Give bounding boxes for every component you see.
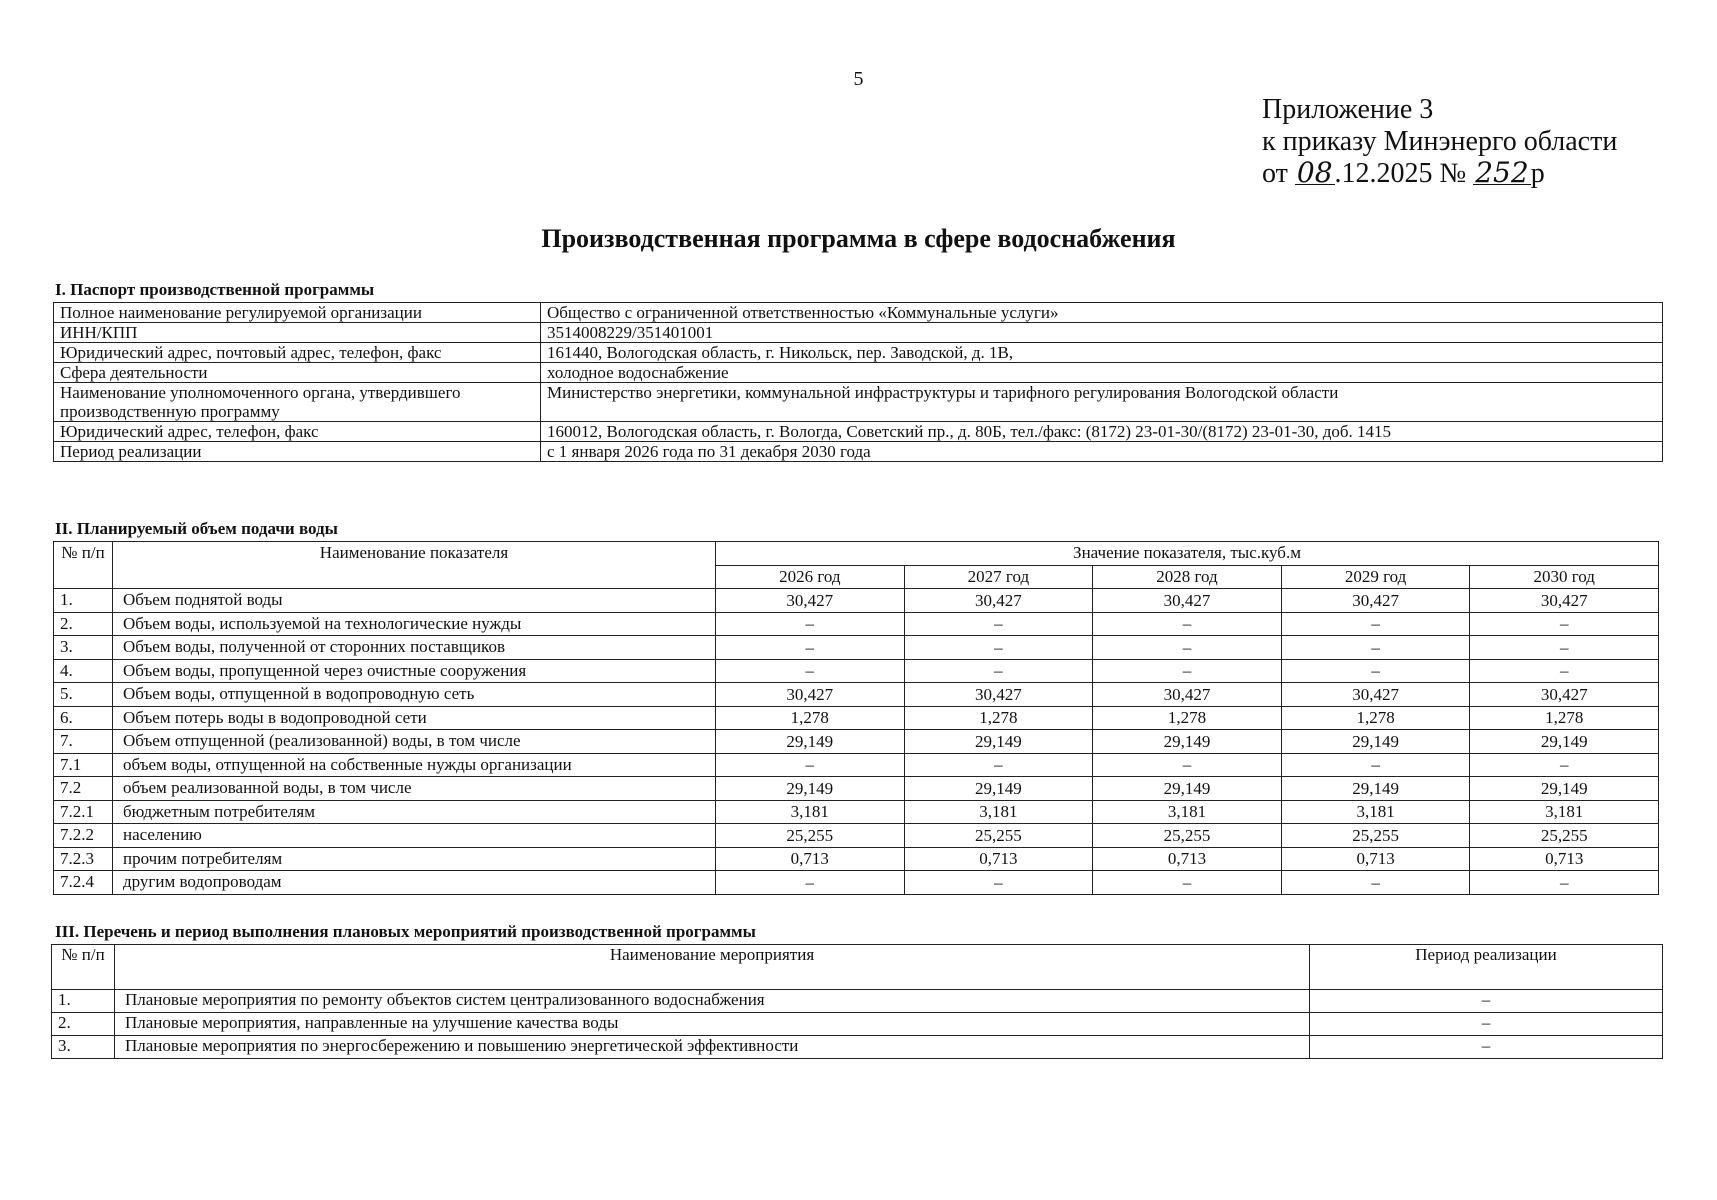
passport-row [54, 422, 1663, 442]
indicator-value: – [1470, 612, 1659, 636]
indicator-value: – [1281, 753, 1470, 777]
indicator-value: 1,278 [1093, 706, 1282, 730]
table-row [54, 847, 1659, 871]
passport-value: с 1 января 2026 года по 31 декабря 2030 года [541, 442, 1663, 462]
indicator-value: 30,427 [1093, 683, 1282, 707]
table-row [52, 990, 1663, 1013]
row-number: 7. [54, 730, 113, 754]
table-row [52, 1013, 1663, 1036]
appendix-header [1262, 94, 1617, 190]
indicator-value: – [716, 659, 905, 683]
indicator-value: 30,427 [904, 683, 1093, 707]
indicator-value: – [716, 636, 905, 660]
indicator-name: объем реализованной воды, в том числе [113, 777, 716, 801]
row-number: 2. [54, 612, 113, 636]
appendix-order-ref: к приказу Минэнерго области [1262, 126, 1618, 157]
table-row [54, 589, 1659, 613]
indicator-name: Объем отпущенной (реализованной) воды, в том числе [113, 730, 716, 754]
indicator-name: другим водопроводам [113, 871, 716, 895]
indicator-value: 30,427 [1281, 683, 1470, 707]
indicator-value: 3,181 [904, 800, 1093, 824]
indicator-value: – [904, 659, 1093, 683]
indicator-value: 29,149 [1093, 730, 1282, 754]
year-header: 2027 год [904, 565, 1093, 589]
passport-value: Общество с ограниченной ответственностью «Коммунальные услуги» [541, 303, 1663, 323]
col-header-indicator: Наименование показателя [113, 542, 716, 589]
section-volume-heading: II. Планируемый объем подачи воды [55, 519, 338, 538]
row-number: 3. [54, 636, 113, 660]
indicator-value: – [1281, 636, 1470, 660]
table-row [54, 706, 1659, 730]
date-rest: .12.2025 № [1334, 158, 1467, 189]
row-number: 7.2.3 [54, 847, 113, 871]
row-number: 7.1 [54, 753, 113, 777]
indicator-name: Объем воды, полученной от сторонних поставщиков [113, 636, 716, 660]
indicator-value: 30,427 [716, 589, 905, 613]
passport-table [53, 302, 1663, 462]
event-name: Плановые мероприятия по энергосбережению и повышению энергетической эффективности [115, 1036, 1310, 1059]
indicator-value: 25,255 [904, 824, 1093, 848]
col-header-event: Наименование мероприятия [115, 945, 1310, 990]
handwritten-order-number: 252 [1475, 156, 1529, 189]
passport-label: Наименование уполномоченного органа, утвердившего производственную программу [54, 383, 541, 422]
passport-row [54, 383, 1663, 422]
indicator-name: Объем потерь воды в водопроводной сети [113, 706, 716, 730]
indicator-value: 29,149 [1281, 777, 1470, 801]
col-header-period: Период реализации [1310, 945, 1663, 990]
indicator-value: 1,278 [716, 706, 905, 730]
indicator-name: населению [113, 824, 716, 848]
passport-label: Период реализации [54, 442, 541, 462]
table-row [54, 824, 1659, 848]
indicator-value: 0,713 [716, 847, 905, 871]
passport-label: Сфера деятельности [54, 363, 541, 383]
indicator-value: – [1470, 659, 1659, 683]
passport-value: 3514008229/351401001 [541, 323, 1663, 343]
indicator-value: – [1093, 612, 1282, 636]
indicator-value: 0,713 [1093, 847, 1282, 871]
indicator-name: бюджетным потребителям [113, 800, 716, 824]
passport-row [54, 323, 1663, 343]
order-suffix: р [1530, 158, 1545, 189]
row-number: 7.2.4 [54, 871, 113, 895]
indicator-value: – [1093, 659, 1282, 683]
year-header: 2030 год [1470, 565, 1659, 589]
table-row [54, 800, 1659, 824]
handwritten-day: 08 [1296, 156, 1333, 189]
passport-row [54, 343, 1663, 363]
section-passport-heading: I. Паспорт производственной программы [55, 280, 375, 299]
row-number: 2. [52, 1013, 115, 1036]
event-period: – [1310, 990, 1663, 1013]
passport-label: Полное наименование регулируемой организации [54, 303, 541, 323]
appendix-title: Приложение 3 [1262, 94, 1434, 125]
indicator-value: – [1093, 871, 1282, 895]
table-row [54, 871, 1659, 895]
indicator-value: 25,255 [716, 824, 905, 848]
indicator-value: – [1470, 636, 1659, 660]
indicator-value: – [1093, 636, 1282, 660]
passport-row [54, 363, 1663, 383]
indicator-value: 1,278 [1470, 706, 1659, 730]
indicator-value: – [1281, 659, 1470, 683]
events-table [51, 944, 1663, 1059]
indicator-value: 30,427 [1470, 683, 1659, 707]
document-title: Производственная программа в сфере водоснабжения [541, 224, 1176, 253]
indicator-value: 30,427 [1281, 589, 1470, 613]
passport-label: Юридический адрес, телефон, факс [54, 422, 541, 442]
table-row [54, 636, 1659, 660]
year-header: 2028 год [1093, 565, 1282, 589]
indicator-value: 29,149 [1093, 777, 1282, 801]
indicator-value: 29,149 [904, 777, 1093, 801]
indicator-name: Объем воды, пропущенной через очистные сооружения [113, 659, 716, 683]
passport-row [54, 303, 1663, 323]
table-row [54, 683, 1659, 707]
indicator-value: – [904, 871, 1093, 895]
row-number: 3. [52, 1036, 115, 1059]
indicator-value: 30,427 [1470, 589, 1659, 613]
indicator-value: 3,181 [716, 800, 905, 824]
table-row [54, 730, 1659, 754]
volume-table [53, 541, 1659, 895]
indicator-name: Объем воды, отпущенной в водопроводную сеть [113, 683, 716, 707]
event-name: Плановые мероприятия, направленные на улучшение качества воды [115, 1013, 1310, 1036]
year-header: 2029 год [1281, 565, 1470, 589]
indicator-value: 3,181 [1281, 800, 1470, 824]
indicator-name: Объем воды, используемой на технологические нужды [113, 612, 716, 636]
table-row [52, 1036, 1663, 1059]
indicator-value: – [1470, 753, 1659, 777]
indicator-value: – [716, 753, 905, 777]
indicator-value: 30,427 [904, 589, 1093, 613]
year-header: 2026 год [716, 565, 905, 589]
indicator-value: 30,427 [716, 683, 905, 707]
table-row [54, 659, 1659, 683]
passport-value: 160012, Вологодская область, г. Вологда, Советский пр., д. 80Б, тел./факс: (8172) 23-01-30/(8172) 23-01-30, доб. 1415 [541, 422, 1663, 442]
date-prefix: от [1262, 158, 1288, 189]
indicator-value: 29,149 [1470, 730, 1659, 754]
indicator-value: – [904, 612, 1093, 636]
passport-row [54, 442, 1663, 462]
passport-label: ИНН/КПП [54, 323, 541, 343]
passport-value: Министерство энергетики, коммунальной инфраструктуры и тарифного регулирования Вологодской области [541, 383, 1663, 422]
indicator-value: 29,149 [1281, 730, 1470, 754]
indicator-value: – [1281, 871, 1470, 895]
indicator-value: – [716, 612, 905, 636]
table-row [54, 777, 1659, 801]
appendix-order-date [1262, 158, 1617, 190]
indicator-value: 29,149 [1470, 777, 1659, 801]
section-events-heading: III. Перечень и период выполнения плановых мероприятий производственной программы [55, 922, 756, 941]
indicator-value: – [904, 636, 1093, 660]
indicator-value: – [1470, 871, 1659, 895]
row-number: 7.2.2 [54, 824, 113, 848]
indicator-value: – [1093, 753, 1282, 777]
indicator-value: – [1281, 612, 1470, 636]
indicator-value: 1,278 [904, 706, 1093, 730]
table-row [54, 753, 1659, 777]
row-number: 1. [52, 990, 115, 1013]
row-number: 7.2 [54, 777, 113, 801]
event-period: – [1310, 1013, 1663, 1036]
passport-value: 161440, Вологодская область, г. Никольск, пер. Заводской, д. 1В, [541, 343, 1663, 363]
indicator-value: 29,149 [904, 730, 1093, 754]
page-number: 5 [853, 68, 864, 90]
indicator-value: 3,181 [1470, 800, 1659, 824]
event-period: – [1310, 1036, 1663, 1059]
indicator-name: объем воды, отпущенной на собственные нужды организации [113, 753, 716, 777]
indicator-value: 25,255 [1281, 824, 1470, 848]
indicator-value: – [716, 871, 905, 895]
indicator-value: 25,255 [1470, 824, 1659, 848]
col-header-value: Значение показателя, тыс.куб.м [716, 542, 1659, 566]
indicator-value: 30,427 [1093, 589, 1282, 613]
indicator-value: 1,278 [1281, 706, 1470, 730]
row-number: 7.2.1 [54, 800, 113, 824]
passport-value: холодное водоснабжение [541, 363, 1663, 383]
indicator-value: 29,149 [716, 777, 905, 801]
row-number: 5. [54, 683, 113, 707]
col-header-number: № п/п [54, 542, 113, 589]
event-name: Плановые мероприятия по ремонту объектов систем централизованного водоснабжения [115, 990, 1310, 1013]
indicator-value: 3,181 [1093, 800, 1282, 824]
indicator-value: 0,713 [1281, 847, 1470, 871]
passport-label: Юридический адрес, почтовый адрес, телефон, факс [54, 343, 541, 363]
table-row [54, 612, 1659, 636]
row-number: 6. [54, 706, 113, 730]
indicator-value: 0,713 [904, 847, 1093, 871]
col-header-number: № п/п [52, 945, 115, 990]
row-number: 1. [54, 589, 113, 613]
indicator-value: 25,255 [1093, 824, 1282, 848]
row-number: 4. [54, 659, 113, 683]
indicator-name: прочим потребителям [113, 847, 716, 871]
indicator-value: – [904, 753, 1093, 777]
indicator-value: 0,713 [1470, 847, 1659, 871]
indicator-value: 29,149 [716, 730, 905, 754]
indicator-name: Объем поднятой воды [113, 589, 716, 613]
